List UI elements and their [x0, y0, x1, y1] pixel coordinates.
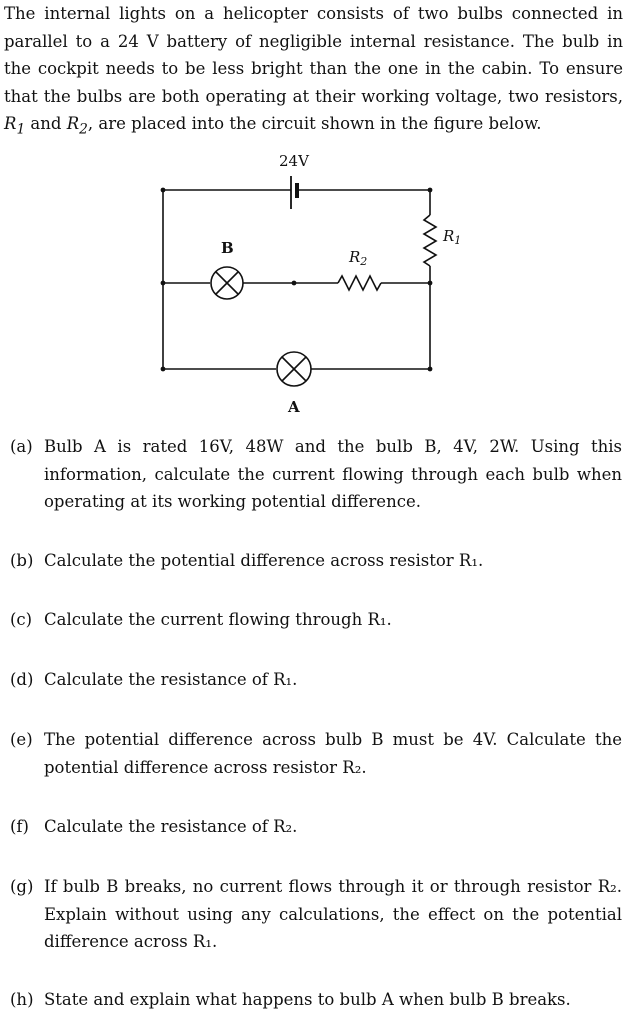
question-g: [10, 873, 622, 956]
question-tag: (f): [10, 817, 29, 836]
question-text: Calculate the current flowing through R₁.: [44, 610, 392, 629]
question-tag: (g): [10, 877, 34, 896]
question-tag: (a): [10, 437, 33, 456]
junction-mid-right: [428, 281, 433, 286]
question-h: [10, 986, 622, 1014]
r2-resistor: [338, 276, 381, 290]
r1-resistor: [424, 215, 436, 266]
circuit-diagram: [0, 0, 627, 420]
intro-text-1: The internal lights on a helicopter consists of two bulbs connected in parallel to a 24 V battery of negligible internal resistance. The bulb in the cockpit needs to be less bright than the one in the cabin. To ensure that the bulbs are both operating at their working voltage, two resistors,: [4, 4, 623, 106]
question-e: [10, 726, 622, 781]
junction-mid-left: [161, 281, 166, 286]
battery-label: 24V: [279, 152, 309, 170]
junction-mid-center: [292, 281, 297, 286]
question-tag: (d): [10, 670, 34, 689]
junction-top-left: [161, 188, 166, 193]
junction-top-right: [428, 188, 433, 193]
r1-symbol: $R_1$: [4, 114, 26, 138]
intro-and: and: [25, 114, 67, 134]
question-text: Calculate the resistance of R₁.: [44, 670, 298, 689]
question-text: The potential difference across bulb B must be 4V. Calculate the potential difference across resistor R₂.: [44, 730, 622, 777]
question-text: If bulb B breaks, no current flows through it or through resistor R₂. Explain without using any calculations, the effect on the potential difference across R₁.: [44, 877, 622, 952]
question-a: [10, 433, 622, 516]
question-tag: (h): [10, 990, 34, 1009]
question-tag: (c): [10, 610, 33, 629]
r1-label: $R_1$: [443, 227, 462, 247]
question-text: Bulb A is rated 16V, 48W and the bulb B, 4V, 2W. Using this information, calculate the current flowing through each bulb when operating at its working potential difference.: [44, 437, 622, 512]
junction-bottom-left: [161, 367, 166, 372]
question-text: Calculate the resistance of R₂.: [44, 817, 298, 836]
question-f: [10, 813, 622, 841]
question-text: Calculate the potential difference across resistor R₁.: [44, 551, 484, 570]
question-tag: (e): [10, 730, 33, 749]
bulb-a-label: A: [288, 398, 300, 416]
r2-symbol: $R_2$: [66, 114, 88, 138]
question-c: [10, 606, 622, 634]
bulb-b-label: B: [221, 239, 234, 257]
question-tag: (b): [10, 551, 34, 570]
question-b: [10, 547, 622, 575]
junction-bottom-right: [428, 367, 433, 372]
question-text: State and explain what happens to bulb A when bulb B breaks.: [44, 990, 571, 1009]
question-d: [10, 666, 622, 694]
intro-text-2: , are placed into the circuit shown in the figure below.: [87, 114, 542, 134]
r2-label: $R_2$: [349, 248, 368, 268]
